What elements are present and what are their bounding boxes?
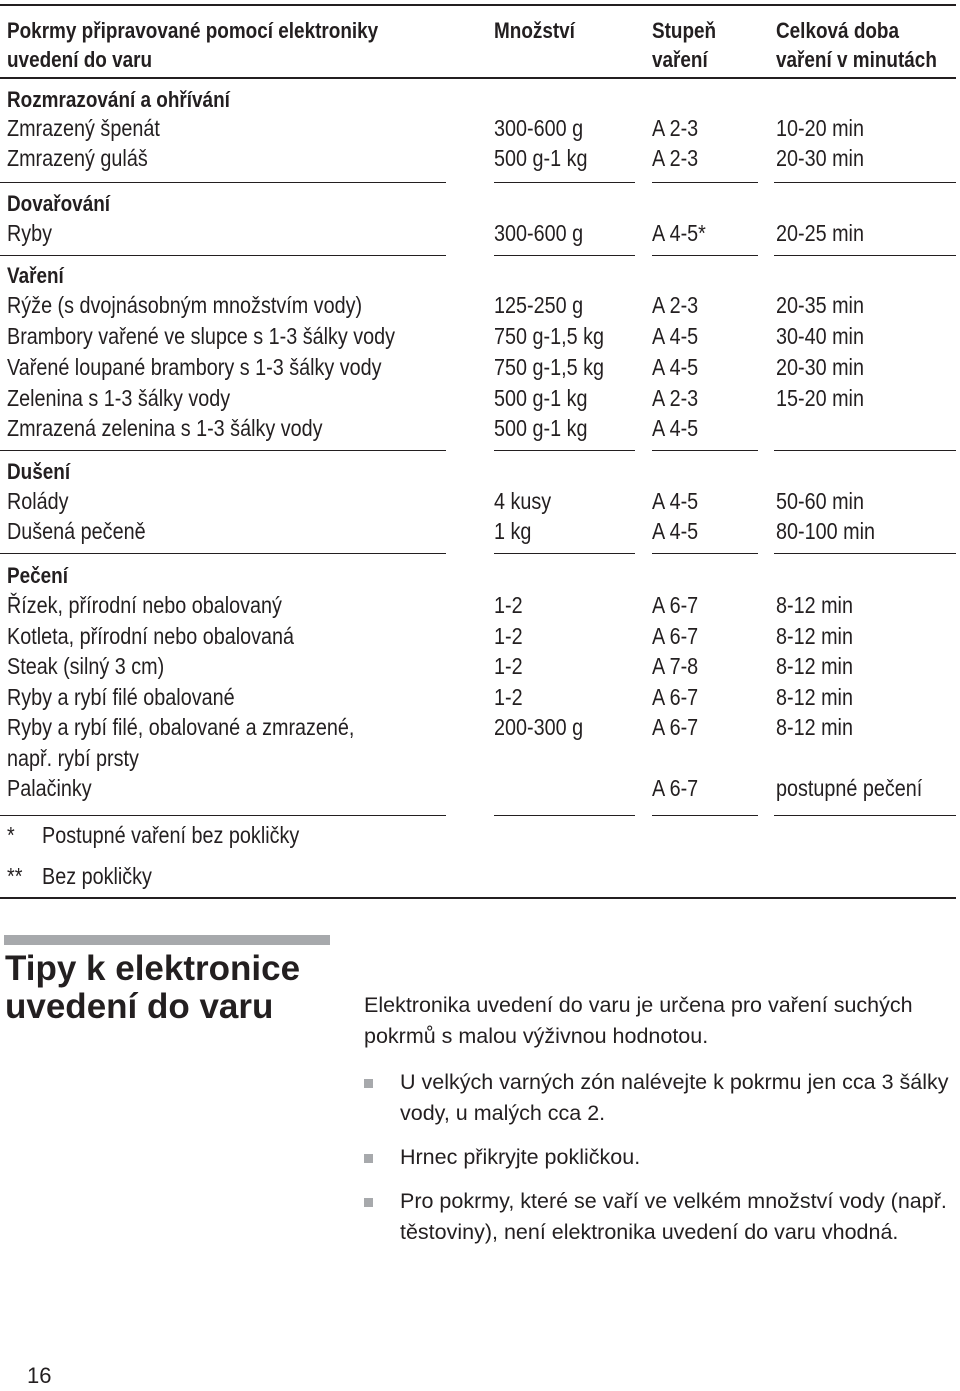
amount-cell: 125-250 g: [494, 292, 584, 318]
table-row: [0, 621, 960, 652]
square-bullet-icon: [364, 1154, 373, 1163]
dish-cell: Rýže (s dvojnásobným množstvím vody): [7, 292, 363, 318]
section-title: Vaření: [7, 263, 64, 288]
time-cell: 15-20 min: [776, 385, 864, 411]
dish-cell: Zmrazená zelenina s 1-3 šálky vody: [7, 415, 323, 441]
section-divider: [0, 815, 446, 816]
section-title: Dovařování: [7, 191, 111, 216]
table-row: [0, 218, 960, 249]
section-divider: [652, 182, 758, 183]
time-cell: 20-30 min: [776, 145, 864, 171]
header-time: [776, 16, 960, 74]
page-number: 16: [27, 1363, 52, 1388]
section-title: Pečení: [7, 563, 69, 588]
dish-cell: Ryby a rybí filé obalované: [7, 684, 235, 710]
footnote: [42, 861, 170, 892]
section-divider: [0, 450, 446, 451]
table-row: [0, 290, 960, 321]
table-row: [0, 773, 960, 804]
section-divider: [494, 182, 635, 183]
time-cell: 8-12 min: [776, 714, 853, 740]
dish-cell: Vařené loupané brambory s 1-3 šálky vody: [7, 354, 382, 380]
section-divider: [0, 553, 446, 554]
header-time-line2: vaření v minutách: [776, 47, 937, 72]
table-row: [0, 516, 960, 547]
table-row: [0, 143, 960, 174]
amount-cell: 1-2: [494, 623, 523, 649]
section-divider: [0, 255, 446, 256]
amount-cell: 1-2: [494, 592, 523, 618]
section-divider: [0, 182, 446, 183]
level-cell: A 4-5: [652, 323, 699, 349]
time-cell: 8-12 min: [776, 653, 853, 679]
footnote: [7, 820, 16, 851]
section-divider: [774, 182, 956, 183]
bullet-text: Pro pokrmy, které se vaří ve velkém množství vody (např. těstoviny), není elektronika uvedení do varu vhodná.: [400, 1189, 947, 1244]
amount-cell: 750 g-1,5 kg: [494, 323, 604, 349]
level-cell: A 2-3: [652, 115, 699, 141]
amount-cell: 500 g-1 kg: [494, 385, 588, 411]
section-divider: [494, 553, 635, 554]
level-cell: A 4-5: [652, 518, 699, 544]
header-dish: [7, 16, 439, 74]
square-bullet-icon: [364, 1079, 373, 1088]
footnote: [42, 820, 341, 851]
dish-cell: Řízek, přírodní nebo obalovaný: [7, 592, 282, 618]
time-cell: 8-12 min: [776, 623, 853, 649]
dish-cell: Dušená pečeně: [7, 518, 146, 544]
table-row: [0, 486, 960, 517]
footnote: [7, 861, 25, 892]
time-cell: 50-60 min: [776, 488, 864, 514]
amount-cell: 300-600 g: [494, 115, 584, 141]
header-amount-label: Množství: [494, 18, 575, 43]
table-row: [0, 743, 960, 774]
time-cell: 20-35 min: [776, 292, 864, 318]
dish-cell: Kotleta, přírodní nebo obalovaná: [7, 623, 295, 649]
level-cell: A 4-5*: [652, 220, 706, 246]
dish-cell: Palačinky: [7, 775, 92, 801]
level-cell: A 2-3: [652, 292, 699, 318]
table-bottom-rule: [0, 897, 956, 899]
level-cell: A 4-5: [652, 415, 699, 441]
level-cell: A 6-7: [652, 623, 699, 649]
level-cell: A 4-5: [652, 354, 699, 380]
time-cell: 8-12 min: [776, 684, 853, 710]
section-divider: [494, 450, 635, 451]
level-cell: A 6-7: [652, 592, 699, 618]
table-row: [0, 321, 960, 352]
amount-cell: 750 g-1,5 kg: [494, 354, 604, 380]
section-title: Dušení: [7, 459, 71, 484]
table-row: [0, 590, 960, 621]
bullet-text: Hrnec přikryjte pokličkou.: [400, 1145, 641, 1169]
bullet-text: U velkých varných zón nalévejte k pokrmu jen cca 3 šálky vody, u malých cca 2.: [400, 1070, 949, 1125]
tips-intro: Elektronika uvedení do varu je určena pro vaření suchých pokrmů s malou výživnou hodnotou.: [364, 993, 913, 1048]
level-cell: A 4-5: [652, 488, 699, 514]
level-cell: A 7-8: [652, 653, 699, 679]
header-level-line2: vaření: [652, 47, 708, 72]
dish-cell: Zelenina s 1-3 šálky vody: [7, 385, 231, 411]
section-divider: [774, 450, 956, 451]
header-dish-line2: uvedení do varu: [7, 47, 153, 72]
dish-cell: Brambory vařené ve slupce s 1-3 šálky vody: [7, 323, 396, 349]
level-cell: A 6-7: [652, 775, 699, 801]
dish-cell: Steak (silný 3 cm): [7, 653, 165, 679]
amount-cell: 300-600 g: [494, 220, 584, 246]
time-cell: postupné pečení: [776, 775, 923, 801]
amount-cell: 4 kusy: [494, 488, 552, 514]
section-divider: [774, 255, 956, 256]
amount-cell: 1-2: [494, 653, 523, 679]
level-cell: A 2-3: [652, 385, 699, 411]
table-row: [0, 682, 960, 713]
time-cell: 20-25 min: [776, 220, 864, 246]
section-divider: [652, 553, 758, 554]
time-cell: 10-20 min: [776, 115, 864, 141]
header-rule: [0, 77, 956, 79]
section-divider: [494, 815, 635, 816]
header-level: [652, 16, 727, 74]
header-dish-line1: Pokrmy připravované pomocí elektroniky: [7, 18, 379, 43]
dish-cell: Zmrazený guláš: [7, 145, 148, 171]
section-divider: [652, 815, 758, 816]
table-row: [0, 352, 960, 383]
dish-cell: Zmrazený špenát: [7, 115, 160, 141]
time-cell: 20-30 min: [776, 354, 864, 380]
table-row: [0, 712, 960, 743]
tips-title-line2: uvedení do varu: [5, 987, 274, 1026]
footnote-text: Postupné vaření bez pokličky: [42, 822, 300, 848]
section-divider: [774, 553, 956, 554]
time-cell: 8-12 min: [776, 592, 853, 618]
square-bullet-icon: [364, 1198, 373, 1207]
table-row: [0, 113, 960, 144]
amount-cell: 500 g-1 kg: [494, 415, 588, 441]
header-amount: [494, 16, 588, 45]
level-cell: A 2-3: [652, 145, 699, 171]
dish-cell: např. rybí prsty: [7, 745, 139, 771]
section-title: Rozmrazování a ohřívání: [7, 87, 230, 112]
footnote-mark: *: [7, 822, 15, 848]
table-row: [0, 651, 960, 682]
level-cell: A 6-7: [652, 714, 699, 740]
table-row: [0, 383, 960, 414]
header-time-line1: Celková doba: [776, 18, 900, 43]
amount-cell: 500 g-1 kg: [494, 145, 588, 171]
section-divider: [494, 255, 635, 256]
table-row: [0, 413, 960, 444]
time-cell: 80-100 min: [776, 518, 875, 544]
footnote-mark: **: [7, 863, 23, 889]
amount-cell: 1 kg: [494, 518, 532, 544]
table-top-rule: [0, 4, 956, 6]
dish-cell: Ryby a rybí filé, obalované a zmrazené,: [7, 714, 355, 740]
amount-cell: 1-2: [494, 684, 523, 710]
dish-cell: Ryby: [7, 220, 53, 246]
footnote-text: Bez pokličky: [42, 863, 152, 889]
section-divider: [652, 255, 758, 256]
section-divider: [774, 815, 956, 816]
tips-title: [5, 950, 345, 1026]
header-level-line1: Stupeň: [652, 18, 717, 43]
level-cell: A 6-7: [652, 684, 699, 710]
amount-cell: 200-300 g: [494, 714, 584, 740]
tips-accent-bar: [4, 935, 330, 945]
tips-title-line1: Tipy k elektronice: [5, 949, 301, 988]
table-header-row: [0, 16, 960, 78]
dish-cell: Rolády: [7, 488, 69, 514]
section-divider: [652, 450, 758, 451]
time-cell: 30-40 min: [776, 323, 864, 349]
